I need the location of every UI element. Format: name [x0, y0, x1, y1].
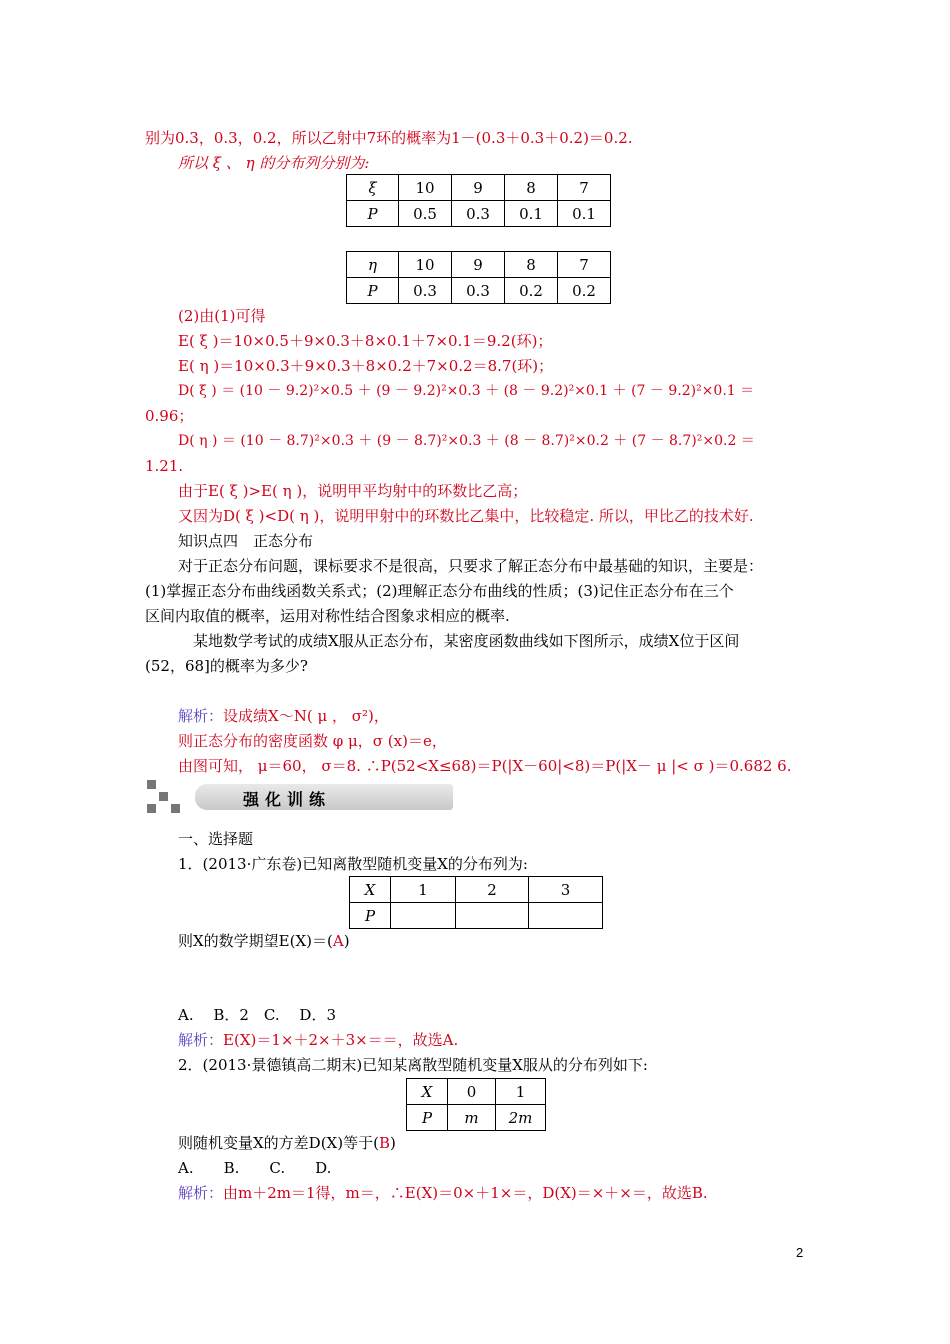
text-line: 则正态分布的密度函数 φ μ，σ (x)＝e，: [178, 732, 447, 750]
table-cell: 9: [452, 252, 505, 278]
options-line: A. B．2 C. D．3: [178, 1006, 336, 1024]
table-cell: 2: [456, 877, 529, 903]
table-cell: 9: [452, 175, 505, 201]
table-cell: 0.1: [558, 201, 611, 227]
table-cell: 0.3: [399, 278, 452, 304]
question-text: 则随机变量X的方差D(X)等于(: [178, 1134, 379, 1152]
text-line: E( ξ )＝10×0.5＋9×0.3＋8×0.1＋7×0.1＝9.2(环)；: [178, 332, 553, 350]
banner-square: [147, 780, 156, 789]
text-line: (2)由(1)可得: [178, 307, 266, 325]
text-line: [178, 931, 350, 951]
table-cell: m: [448, 1105, 496, 1131]
table-cell: 0.1: [505, 201, 558, 227]
table-cell: P: [347, 278, 399, 304]
answer-letter: A: [332, 932, 344, 950]
question-text: ): [343, 932, 350, 950]
table-cell: 1: [496, 1079, 546, 1105]
section-banner: [145, 778, 480, 816]
options-line: A. B. C. D.: [178, 1159, 332, 1177]
table-cell: 8: [505, 175, 558, 201]
banner-title-box: [195, 784, 453, 810]
text-line: 区间内取值的概率，运用对称性结合图象求相应的概率.: [145, 607, 510, 625]
banner-square: [159, 792, 168, 801]
text-line: 所以 ξ 、 η 的分布列分别为:: [178, 154, 370, 172]
table-cell: X: [350, 877, 391, 903]
analysis-text: 设成绩X～N( μ ， σ²)，: [223, 707, 389, 725]
distribution-table-q2: [406, 1078, 546, 1131]
text-line: 某地数学考试的成绩X服从正态分布，某密度函数曲线如下图所示，成绩X位于区间: [193, 632, 740, 650]
text-line: [178, 1030, 458, 1050]
text-line: 对于正态分布问题，课标要求不是很高，只要求了解正态分布中最基础的知识，主要是：: [178, 557, 764, 575]
table-cell: 0: [448, 1079, 496, 1105]
table-cell: 0.2: [558, 278, 611, 304]
analysis-text: E(X)＝1×＋2×＋3×＝＝，故选A.: [223, 1031, 459, 1049]
text-line: 又因为D( ξ )<D( η )，说明甲射中的环数比乙集中，比较稳定. 所以，甲比乙的技术好.: [178, 507, 754, 525]
banner-square: [171, 804, 180, 813]
text-line: [178, 1133, 396, 1153]
table-cell: 7: [558, 175, 611, 201]
text-line: 0.96；: [145, 407, 194, 425]
page-number: 2: [796, 1245, 804, 1260]
text-line: D( η ) ＝ (10 － 8.7)²×0.3 ＋ (9 － 8.7)²×0.3 ＋ (8 － 8.7)²×0.2 ＋ (7 － 8.7)²×0.2 ＝: [178, 433, 755, 449]
question-text: ): [389, 1134, 396, 1152]
text-line: (52，68]的概率为多少?: [145, 657, 308, 675]
table-cell: 10: [399, 252, 452, 278]
analysis-text: 由m＋2m＝1得，m＝，∴E(X)＝0×＋1×＝，D(X)＝×＋×＝，故选B.: [223, 1184, 708, 1202]
table-cell: η: [347, 252, 399, 278]
table-cell: 0.5: [399, 201, 452, 227]
analysis-label: 解析：: [178, 1031, 224, 1049]
distribution-table-q1: [349, 876, 603, 929]
table-cell: ξ: [347, 175, 399, 201]
table-cell: [391, 903, 456, 929]
analysis-label: 解析：: [178, 1184, 224, 1202]
table-cell: X: [407, 1079, 448, 1105]
table-cell: P: [347, 201, 399, 227]
text-line: [178, 706, 389, 726]
text-line: 1.21.: [145, 457, 184, 475]
question-stem: 1．(2013·广东卷)已知离散型随机变量X的分布列为:: [178, 855, 528, 873]
table-cell: 0.3: [452, 201, 505, 227]
table-cell: 0.3: [452, 278, 505, 304]
table-cell: 7: [558, 252, 611, 278]
table-cell: P: [407, 1105, 448, 1131]
question-text: 则X的数学期望E(X)＝(: [178, 932, 333, 950]
table-cell: [529, 903, 603, 929]
text-line: 由图可知， μ＝60， σ＝8. ∴P(52<X≤68)＝P(|X－60|<8)＝P(|X－ μ |< σ )＝0.682 6.: [178, 757, 792, 775]
banner-square: [147, 804, 156, 813]
table-cell: 2m: [496, 1105, 546, 1131]
table-cell: 3: [529, 877, 603, 903]
text-line: E( η )＝10×0.3＋9×0.3＋8×0.2＋7×0.2＝8.7(环)；: [178, 357, 554, 375]
question-stem: 2．(2013·景德镇高二期末)已知某离散型随机变量X服从的分布列如下:: [178, 1056, 648, 1074]
section-heading: 知识点四 正态分布: [178, 532, 314, 550]
text-line: 由于E( ξ )>E( η )，说明甲平均射中的环数比乙高；: [178, 482, 528, 500]
table-cell: 1: [391, 877, 456, 903]
text-line: (1)掌握正态分布曲线函数关系式；(2)理解正态分布曲线的性质；(3)记住正态分布在三个: [145, 582, 734, 600]
table-cell: P: [350, 903, 391, 929]
analysis-label: 解析：: [178, 707, 224, 725]
distribution-table-eta: [346, 251, 611, 304]
table-cell: 0.2: [505, 278, 558, 304]
text-line: D( ξ ) ＝ (10 － 9.2)²×0.5 ＋ (9 － 9.2)²×0.3 ＋ (8 － 9.2)²×0.1 ＋ (7 － 9.2)²×0.1 ＝: [178, 383, 755, 399]
text-line: [178, 1183, 708, 1203]
banner-title: 强化训练: [243, 790, 332, 809]
section-heading: 一、选择题: [178, 830, 254, 848]
distribution-table-xi: [346, 174, 611, 227]
answer-letter: B: [378, 1134, 390, 1152]
table-cell: [456, 903, 529, 929]
table-cell: 8: [505, 252, 558, 278]
table-cell: 10: [399, 175, 452, 201]
text-line: 别为0.3，0.3，0.2，所以乙射中7环的概率为1－(0.3＋0.3＋0.2)＝0.2.: [145, 129, 633, 147]
